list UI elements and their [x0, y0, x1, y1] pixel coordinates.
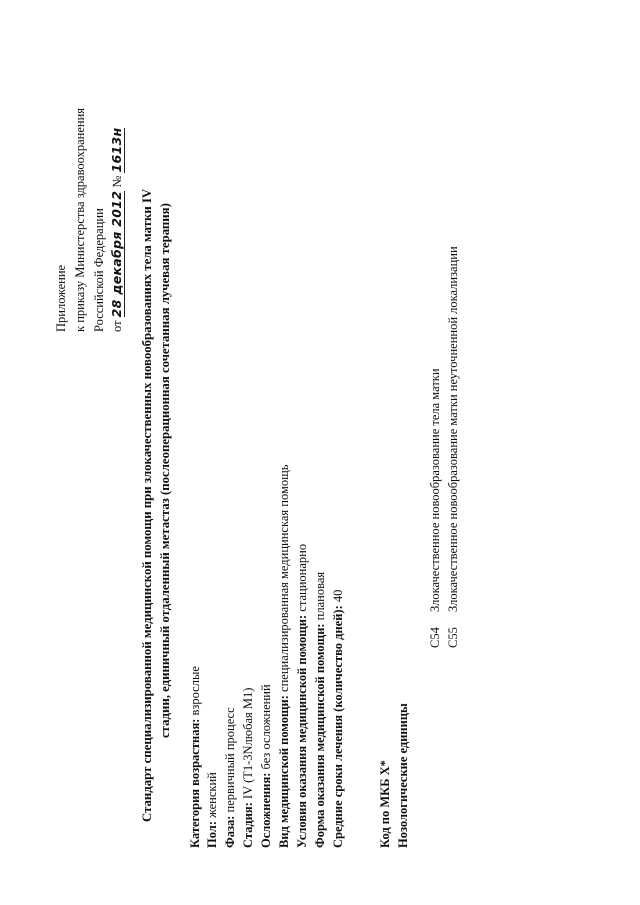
- document-title-line-1: Стандарт специализированной медицинской помощи при злокачественных новообразованиях тела матки IV: [140, 188, 154, 822]
- attr-age: Категория возрастная: взрослые: [188, 666, 202, 848]
- attr-phase: Фаза: первичный процесс: [223, 707, 237, 848]
- nosological-units-label: Нозологические единицы: [396, 703, 410, 848]
- icd-code: C54: [428, 627, 442, 648]
- handwritten-date: 28 декабря 2012: [109, 190, 124, 318]
- order-date-line: от 28 декабря 2012 № 1613н: [109, 127, 124, 332]
- attr-stage: Стадия: IV (T1-3Nлюбая M1): [241, 687, 255, 848]
- appendix-label: Приложение: [54, 264, 68, 332]
- federation-line: Российской Федерации: [92, 208, 106, 332]
- attr-care-conditions: Условия оказания медицинской помощи: стационарно: [295, 543, 309, 848]
- icd-code: C55: [446, 627, 460, 648]
- icd-code-label: Код по МКБ X*: [378, 760, 392, 848]
- attr-treatment-duration: Средние сроки лечения (количество дней): 40: [331, 589, 345, 848]
- handwritten-number: 1613н: [109, 127, 124, 173]
- document-title-line-2: стадии, единичный отдаленный метастаз (послеоперационная сочетанная лучевая терапия): [158, 203, 172, 738]
- attr-complications: Осложнения: без осложнений: [259, 684, 273, 848]
- attr-sex: Пол: женский: [205, 772, 219, 848]
- order-line: к приказу Министерства здравоохранения: [73, 107, 87, 332]
- icd-name: Злокачественное новообразование тела матки: [428, 368, 442, 612]
- icd-name: Злокачественное новообразование матки неуточненной локализации: [446, 246, 460, 612]
- attr-care-form: Форма оказания медицинской помощи: плановая: [313, 571, 327, 848]
- attr-care-type: Вид медицинской помощи: специализированная медицинская помощь: [277, 464, 291, 848]
